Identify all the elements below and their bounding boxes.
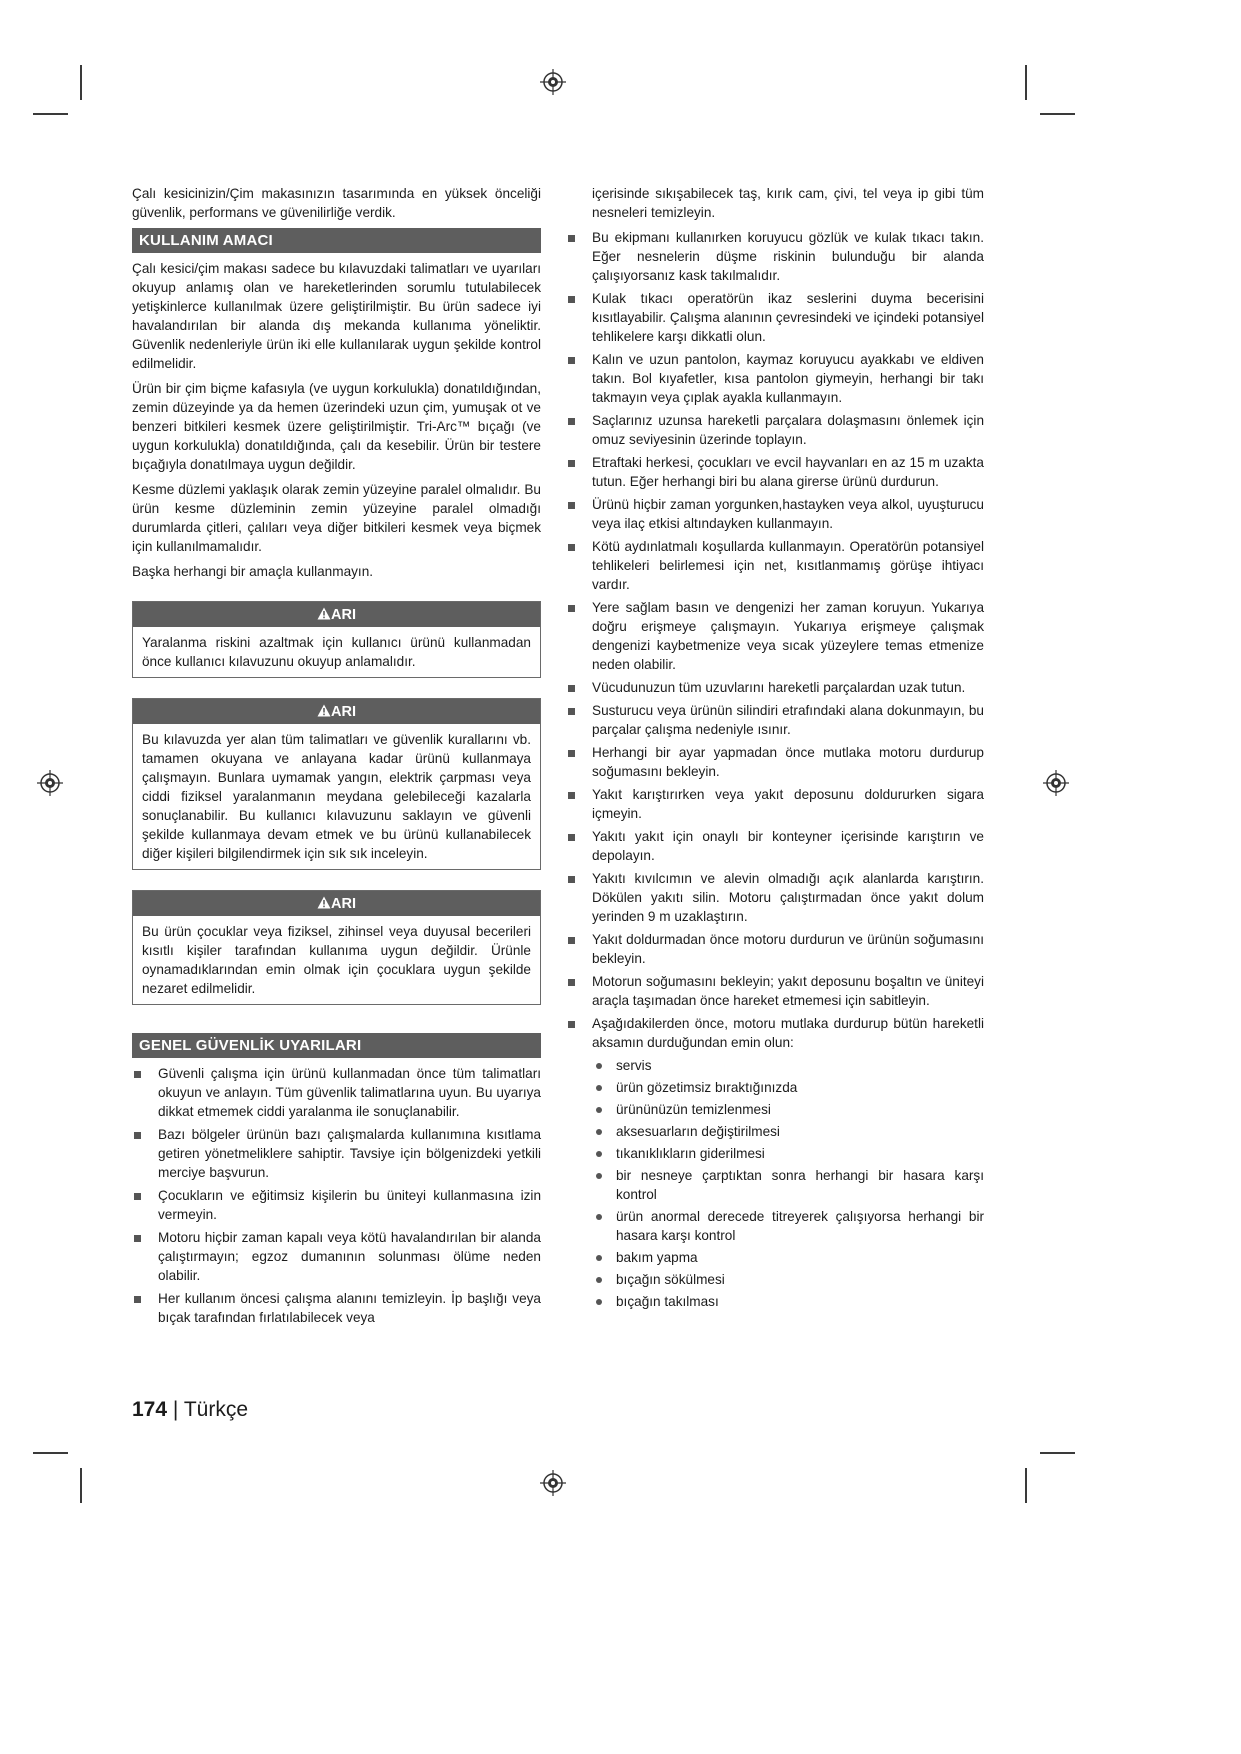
- sub-list-item: bir nesneye çarptıktan sonra herhangi bir hasara karşı kontrol: [592, 1166, 984, 1204]
- registration-mark-icon: [37, 770, 63, 796]
- list-item: Güvenli çalışma için ürünü kullanmadan önce tüm talimatları okuyun ve anlayın. Tüm güvenlik talimatlarına uyun. Bu uyarıya dikkat etmemek ciddi yaralanma ile sonuçlanabilir.: [132, 1064, 541, 1121]
- intro-paragraph: Çalı kesicinizin/Çim makasınızın tasarımında en yüksek önceliği güvenlik, performans ve güvenilirliğe verdik.: [132, 186, 541, 220]
- safety-list: [132, 1064, 541, 1327]
- left-column: [132, 184, 541, 1331]
- page-number: 174: [132, 1398, 168, 1421]
- list-item: Her kullanım öncesi çalışma alanını temizleyin. İp başlığı veya bıçak tarafından fırlatılabilecek veya: [132, 1289, 541, 1327]
- crop-mark: [33, 1452, 68, 1454]
- sub-list-item: ürününüzün temizlenmesi: [592, 1100, 984, 1119]
- usage-paragraph: Kesme düzlemi yaklaşık olarak zemin yüzeyine paralel olmalıdır. Bu ürün kesme düzleminin zemin yüzeyine paralel olmadığı durumlarda çitleri, çalıları veya diğer bitkileri kesmek veya biçmek için kullanılmamalıdır.: [132, 482, 541, 554]
- list-item: Aşağıdakilerden önce, motoru mutlaka durdurup bütün hareketli aksamın durduğundan emin olun:: [566, 1014, 984, 1052]
- usage-paragraph: Ürün bir çim biçme kafasıyla (ve uygun korkulukla) donatıldığından, zemin düzeyinde ya da hemen üzerindeki uzun çim, yumuşak ot ve benzeri bitkileri kesmek üzere geliştirilmiştir. Tri-Arc™ bıçağı (ve uygun korkulukla) donatıldığında, çalı da kesebilir. Ürün bir testere bıçağıyla donatılmaya uygun değildir.: [132, 381, 541, 472]
- sub-list-item: tıkanıklıkların giderilmesi: [592, 1144, 984, 1163]
- warning-title: ARI: [331, 896, 356, 912]
- crop-mark: [1025, 1468, 1027, 1503]
- sub-list-item: aksesuarların değiştirilmesi: [592, 1122, 984, 1141]
- crop-mark: [80, 1468, 82, 1503]
- list-item: Kötü aydınlatmalı koşullarda kullanmayın. Operatörün potansiyel tehlikeleri belirlemesi için net, kısıtlanmamış görüşe ihtiyacı vardır.: [566, 537, 984, 594]
- footer-language: Türkçe: [183, 1398, 249, 1421]
- crop-mark: [1040, 113, 1075, 115]
- continuation-text: içerisinde sıkışabilecek taş, kırık cam, çivi, tel veya ip gibi tüm nesneleri temizleyin.: [592, 186, 984, 220]
- sub-list: [592, 1056, 984, 1311]
- list-item: Kalın ve uzun pantolon, kaymaz koruyucu ayakkabı ve eldiven takın. Bol kıyafetler, kısa pantolon giymeyin, herhangi bir takı takmayın veya çıplak ayakla kullanmayın.: [566, 350, 984, 407]
- list-item: Kulak tıkacı operatörün ikaz seslerini duyma becerisini kısıtlayabilir. Çalışma alanının çevresindeki ve içindeki potansiyel tehlikelere karşı dikkatli olun.: [566, 289, 984, 346]
- registration-mark-icon: [540, 1470, 566, 1496]
- list-item: Etraftaki herkesi, çocukları ve evcil hayvanları en az 15 m uzakta tutun. Eğer herhangi biri bu alana girerse ürünü durdurun.: [566, 453, 984, 491]
- warning-header: [133, 602, 540, 627]
- sub-list-item: ürün anormal derecede titreyerek çalışıyorsa herhangi bir hasara karşı kontrol: [592, 1207, 984, 1245]
- warning-box: [132, 601, 541, 678]
- list-item: Bazı bölgeler ürünün bazı çalışmalarda kullanımına kısıtlama getiren yönetmeliklere sahiptir. Tavsiye için bölgenizdeki yetkili merciye başvurun.: [132, 1125, 541, 1182]
- warning-body: Yaralanma riskini azaltmak için kullanıcı ürünü kullanmadan önce kullanıcı kılavuzunu okuyup anlamalıdır.: [142, 635, 531, 669]
- list-item: Çocukların ve eğitimsiz kişilerin bu üniteyi kullanmasına izin vermeyin.: [132, 1186, 541, 1224]
- usage-paragraph: Başka herhangi bir amaçla kullanmayın.: [132, 564, 374, 579]
- crop-mark: [80, 65, 82, 100]
- page-footer: [132, 1398, 248, 1422]
- list-item: Motoru hiçbir zaman kapalı veya kötü havalandırılan bir alanda çalıştırmayın; egzoz dumanının solunması ölüme neden olabilir.: [132, 1228, 541, 1285]
- registration-mark-icon: [1043, 770, 1069, 796]
- list-item: Yakıtı kıvılcımın ve alevin olmadığı açık alanlarda karıştırın. Dökülen yakıtı silin. Motoru çalıştırmadan önce yakıt dolum yerinden 9 m uzaklaştırın.: [566, 869, 984, 926]
- footer-separator: |: [172, 1398, 179, 1421]
- warning-header: [133, 699, 540, 724]
- warning-body: Bu ürün çocuklar veya fiziksel, zihinsel veya duyusal becerileri kısıtlı kişiler tarafından kullanıma uygun değildir. Ürünle oynamadıklarından emin olmak için çocuklara uygun şekilde nezaret edilmelidir.: [142, 924, 531, 996]
- section-heading-usage: KULLANIM AMACI: [132, 228, 541, 253]
- crop-mark: [33, 113, 68, 115]
- warning-triangle-icon: [317, 892, 331, 905]
- sub-list-item: bıçağın takılması: [592, 1292, 984, 1311]
- list-item: Susturucu veya ürünün silindiri etrafındaki alana dokunmayın, bu parçalar çalışma nedeniyle ısınır.: [566, 701, 984, 739]
- warning-box: [132, 698, 541, 870]
- sub-list-item: ürün gözetimsiz bıraktığınızda: [592, 1078, 984, 1097]
- usage-paragraph: Çalı kesici/çim makası sadece bu kılavuzdaki talimatları ve uyarıları okuyup anlamış olan ve hareketlerinden sorumlu tutulabilecek yetişkinlerce kullanılmak üzere geliştirilmiştir. Bu ürün sadece iyi havalandırılan bir alanda dış mekanda kullanıma yöneliktir. Güvenlik nedenleriyle ürün iki elle kullanılarak uygun şekilde kontrol edilmelidir.: [132, 261, 541, 371]
- section-heading-safety: GENEL GÜVENLİK UYARILARI: [132, 1033, 541, 1058]
- sub-list-item: bakım yapma: [592, 1248, 984, 1267]
- crop-mark: [1025, 65, 1027, 100]
- registration-mark-icon: [540, 69, 566, 95]
- list-item: Ürünü hiçbir zaman yorgunken,hastayken veya alkol, uyuşturucu veya ilaç etkisi altındayken kullanmayın.: [566, 495, 984, 533]
- warning-title: ARI: [331, 704, 356, 720]
- list-item: Yakıtı yakıt için onaylı bir konteyner içerisinde karıştırın ve depolayın.: [566, 827, 984, 865]
- warning-box: [132, 890, 541, 1005]
- warning-title: ARI: [331, 607, 356, 623]
- warning-triangle-icon: [317, 603, 331, 616]
- list-item: Vücudunuzun tüm uzuvlarını hareketli parçalardan uzak tutun.: [566, 678, 984, 697]
- warning-triangle-icon: [317, 700, 331, 713]
- sub-list-item: servis: [592, 1056, 984, 1075]
- warning-body: Bu kılavuzda yer alan tüm talimatları ve güvenlik kurallarını vb. tamamen okuyana ve anlayana kadar ürünü kullanmaya çalışmayın. Bunlara uymamak yangın, elektrik çarpması veya ciddi fiziksel yaralanmanın meydana gelebileceği kazalarla sonuçlanabilir. Bu kullanıcı kılavuzunu saklayın ve güvenli şekilde kullanmaya devam etmek ve bu ürünü kullanabilecek diğer kişileri bilgilendirmek için sık sık inceleyin.: [142, 732, 531, 861]
- list-item: Yakıt doldurmadan önce motoru durdurun ve ürünün soğumasını bekleyin.: [566, 930, 984, 968]
- list-item: Herhangi bir ayar yapmadan önce mutlaka motoru durdurup soğumasını bekleyin.: [566, 743, 984, 781]
- list-item: Bu ekipmanı kullanırken koruyucu gözlük ve kulak tıkacı takın. Eğer nesnelerin düşme riskinin bulunduğu bir alanda çalışıyorsanız kask takılmalıdır.: [566, 228, 984, 285]
- warning-header: [133, 891, 540, 916]
- safety-list: [566, 228, 984, 1052]
- list-item: Yere sağlam basın ve dengenizi her zaman koruyun. Yukarıya doğru erişmeye çalışmayın. Yukarıya erişmeye çalışmak dengenizi kaybetmenize veya sıcak yüzeylere temas etmenize neden olabilir.: [566, 598, 984, 674]
- sub-list-item: bıçağın sökülmesi: [592, 1270, 984, 1289]
- right-column: [566, 184, 984, 1314]
- list-item: Saçlarınız uzunsa hareketli parçalara dolaşmasını önlemek için omuz seviyesinin üzerinde toplayın.: [566, 411, 984, 449]
- list-item: Motorun soğumasını bekleyin; yakıt deposunu boşaltın ve üniteyi araçla taşımadan önce hareket etmemesi için sabitleyin.: [566, 972, 984, 1010]
- crop-mark: [1040, 1452, 1075, 1454]
- list-item: Yakıt karıştırırken veya yakıt deposunu doldururken sigara içmeyin.: [566, 785, 984, 823]
